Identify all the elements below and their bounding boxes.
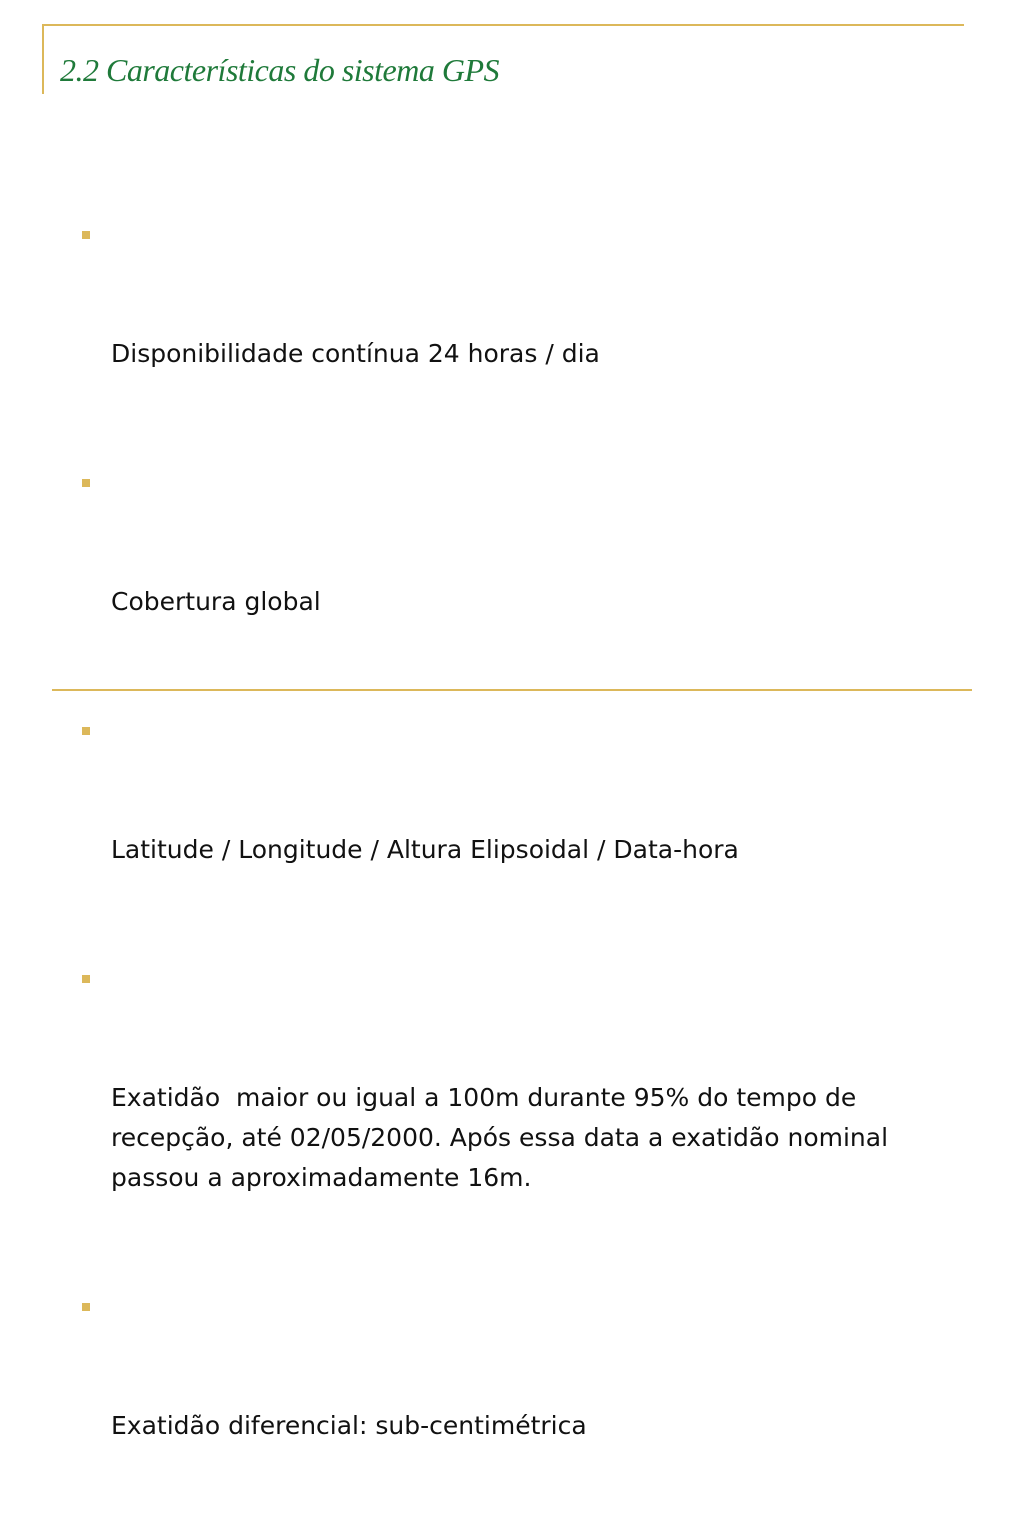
square-bullet-icon [82,1303,90,1311]
bullet-text: Exatidão diferencial: sub-centimétrica [111,1411,587,1440]
frame-bottom-rule [52,689,972,691]
bullet-item [80,710,940,950]
bullet-item [80,214,940,454]
bullet-text: Disponibilidade contínua 24 horas / dia [111,339,600,368]
bullet-text: Latitude / Longitude / Altura Elipsoidal / Data-hora [111,835,739,864]
square-bullet-icon [82,479,90,487]
frame-left-rule [42,24,44,94]
frame-top-rule [42,24,964,26]
bullet-item [80,1286,940,1526]
bullet-list [80,214,940,1534]
square-bullet-icon [82,231,90,239]
bullet-item [80,958,940,1278]
bullet-text: Cobertura global [111,587,321,616]
bullet-item [80,462,940,702]
slide-title: 2.2 Características do sistema GPS [60,52,499,88]
square-bullet-icon [82,975,90,983]
square-bullet-icon [82,727,90,735]
bullet-text: Exatidão maior ou igual a 100m durante 95% do tempo de recepção, até 02/05/2000. Após essa data a exatidão nominal passou a aproximadamente 16m. [111,1083,896,1192]
